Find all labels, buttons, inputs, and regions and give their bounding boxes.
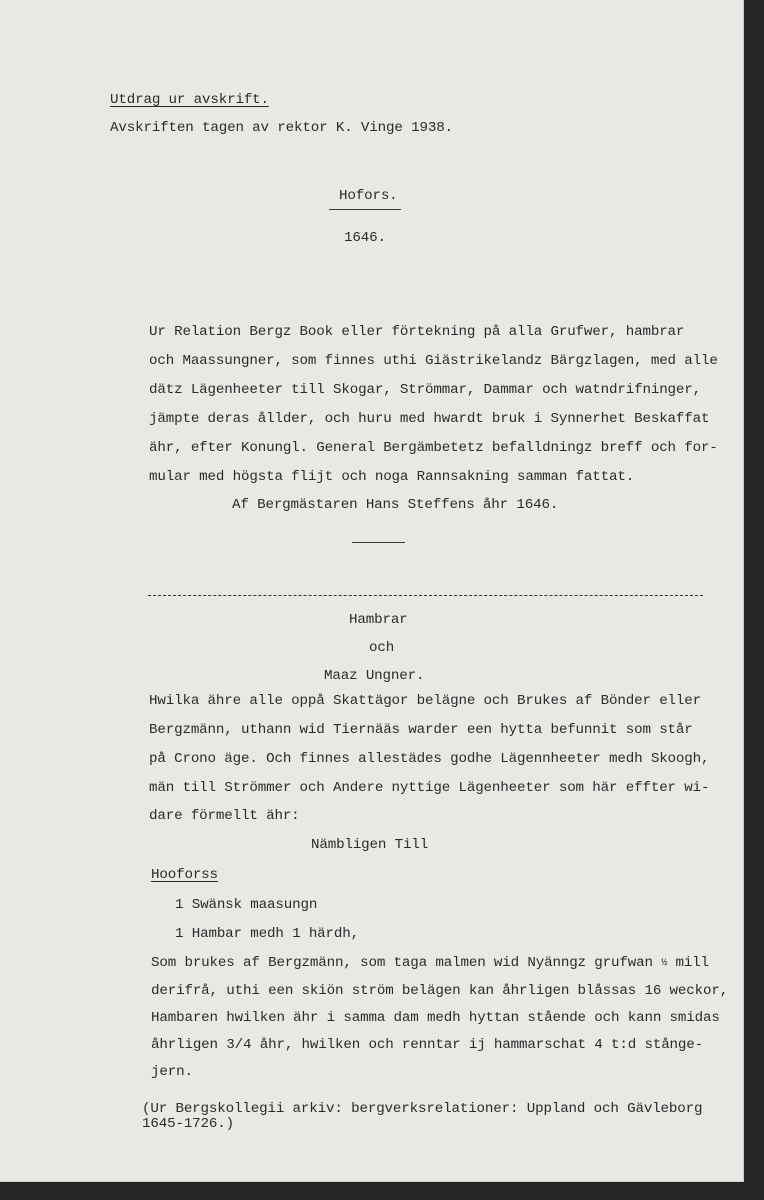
author-line: Af Bergmästaren Hans Steffens åhr 1646. [232, 497, 559, 513]
intro-line: ähr, efter Konungl. General Bergämbetetz befalldningz breff och for- [149, 440, 718, 456]
year-heading: 1646. [344, 230, 386, 246]
detail-text: mill [675, 955, 709, 971]
list-item: 1 Hambar medh 1 härdh, [175, 926, 360, 942]
intro-line: och Maassungner, som finnes uthi Giästrikelandz Bärgzlagen, med alle [149, 353, 718, 369]
detail-line: åhrligen 3/4 åhr, hwilken och renntar ij hammarschat 4 t:d stånge- [151, 1037, 704, 1053]
section-heading-line: Maaz Ungner. [324, 668, 425, 684]
namely-label: Nämbligen Till [311, 837, 429, 853]
body-line: Hwilka ähre alle oppå Skattägor belägne och Brukes af Bönder eller [149, 693, 702, 709]
document-title: Utdrag ur avskrift. [110, 92, 269, 108]
section-heading-line: och [369, 640, 395, 656]
intro-line: Ur Relation Bergz Book eller förtekning på alla Grufwer, hambrar [149, 324, 685, 340]
place-heading: Hofors. [339, 188, 398, 204]
dashed-separator [148, 595, 703, 596]
intro-line: mular med högsta flijt och noga Rannsakning samman fattat. [149, 469, 635, 485]
detail-text: Som brukes af Bergzmänn, som taga malmen wid Nyänngz grufwan [151, 955, 653, 971]
document-subtitle: Avskriften tagen av rektor K. Vinge 1938. [110, 120, 453, 136]
section-divider [352, 542, 405, 543]
detail-line: derifrå, uthi een skiön ström belägen kan åhrligen blåssas 16 weckor, [151, 983, 729, 999]
detail-line: jern. [151, 1064, 193, 1080]
subsection-title: Hooforss [151, 867, 218, 883]
fraction: ½ [661, 958, 668, 969]
section-heading-line: Hambrar [349, 612, 408, 628]
body-line: på Crono äge. Och finnes allestädes godhe Lägennheeter medh Skoogh, [149, 751, 710, 767]
body-line: Bergzmänn, uthann wid Tiernääs warder een hytta befunnit som står [149, 722, 693, 738]
intro-line: jämpte deras ållder, och huru med hwardt bruk i Synnerhet Beskaffat [149, 411, 710, 427]
intro-line: dätz Lägenheeter till Skogar, Strömmar, Dammar och watndrifninger, [149, 382, 702, 398]
detail-line: Hambaren hwilken ähr i samma dam medh hyttan stående och kann smidas [151, 1010, 720, 1026]
body-line: män till Strömmer och Andere nyttige Lägenheeter som här effter wi- [149, 780, 710, 796]
source-note: 1645-1726.) [142, 1116, 235, 1132]
place-underline [329, 209, 401, 210]
list-item: 1 Swänsk maasungn [175, 897, 318, 913]
body-line: dare förmellt ähr: [149, 808, 300, 824]
detail-line [151, 954, 709, 973]
source-note: (Ur Bergskollegii arkiv: bergverksrelationer: Uppland och Gävleborg [142, 1101, 703, 1117]
